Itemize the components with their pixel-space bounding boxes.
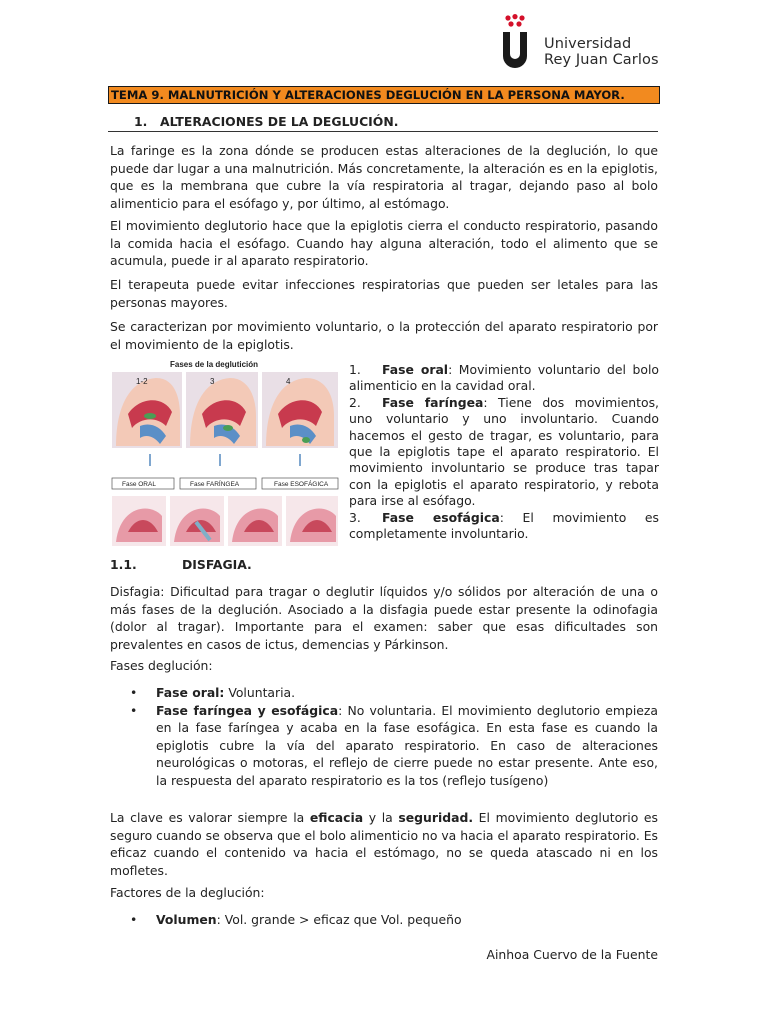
item-term: Fase oral [382, 362, 449, 377]
item-number: 1. [349, 362, 361, 377]
swallowing-phases-figure [110, 356, 340, 548]
list-item [130, 911, 658, 929]
document-title: TEMA 9. MALNUTRICIÓN Y ALTERACIONES DEGLUCIÓN EN LA PERSONA MAYOR. [108, 86, 660, 104]
item-text: : Vol. grande > eficaz que Vol. pequeño [216, 912, 462, 927]
item-text: : El movimiento es completamente involuntario. [349, 509, 659, 542]
phase-box-faringea: Fase FARÍNGEA [190, 481, 240, 488]
item-term: Fase faríngea [382, 394, 484, 410]
figure-title: Fases de la deglutición [170, 360, 259, 369]
urjc-logo-icon [500, 14, 530, 70]
item-text: : Tiene dos movimientos, uno voluntario y uno involuntario. Cuando hacemos el gesto de tragar, es voluntario, para que la epiglotis tape el aparato respiratorio. El movimiento involuntario se produce tras tapar con la epiglotis el aparato respiratorio, y rebota para irse al esófago. [349, 394, 659, 509]
bullet-icon: • [130, 702, 138, 718]
paragraph-caracterizan: Se caracterizan por movimiento voluntario, o la protección del aparato respiratorio por el movimiento de la epiglotis. [110, 319, 658, 352]
paragraph-terapeuta: El terapeuta puede evitar infecciones respiratorias que pueden ser letales para las personas mayores. [110, 277, 658, 310]
phase-box-esofagica: Fase ESOFÁGICA [274, 481, 329, 488]
logo-line-2: Rey Juan Carlos [544, 52, 659, 68]
clave-pre: La clave es valorar siempre la [110, 810, 310, 825]
fases-label: Fases deglución: [110, 658, 213, 673]
section-title: ALTERACIONES DE LA DEGLUCIÓN. [160, 114, 399, 129]
item-term: Fase faríngea y esofágica [156, 702, 339, 718]
stage-label-3: 4 [286, 377, 291, 386]
list-item [349, 395, 659, 510]
item-text: : No voluntaria. El movimiento deglutorio empieza en la fase faríngea y acaba en la fase esofágica. En esta fase es cuando la epiglotis cubre la vía del aparato respiratorio. En caso de alteraciones neurológicas o motoras, el reflejo de cierre puede no estar presente. Ante eso, la respuesta del aparato respiratorio es la tos (reflejo tusígeno) [156, 702, 658, 788]
stage-label-2: 3 [210, 377, 215, 386]
list-item [130, 684, 658, 702]
university-logo [500, 14, 660, 72]
item-term: Fase esofágica [382, 509, 500, 525]
item-term: Volumen [156, 912, 217, 927]
phases-list [349, 362, 659, 542]
bullet-icon: • [130, 685, 138, 700]
clave-eficacia: eficacia [309, 810, 364, 825]
paragraph-faringe: La faringe es la zona dónde se producen estas alteraciones de la deglución, lo que puede dar lugar a una malnutrición. Más concretamente, la alteración es en la epiglotis, que es la membrana que cubre la vía respiratoria al tragar, dejando paso al bolo alimenticio para el esófago y, por último, al estómago. [110, 143, 658, 211]
subsection-heading [110, 557, 252, 572]
section-heading [108, 114, 658, 132]
list-item [130, 702, 658, 790]
stage-panel-3 [262, 372, 338, 448]
stage-panel-2 [186, 372, 258, 448]
item-number: 3. [349, 509, 361, 525]
factores-label: Factores de la deglución: [110, 885, 265, 900]
factores-bullets [130, 911, 658, 929]
clave-seguridad: seguridad. [398, 810, 474, 825]
item-term: Fase oral: [156, 685, 225, 700]
section-number: 1. [134, 114, 148, 129]
logo-line-1: Universidad [544, 36, 632, 52]
stage-label-1: 1-2 [136, 377, 148, 386]
item-number: 2. [349, 394, 361, 410]
item-text: Voluntaria. [224, 685, 296, 700]
list-item [349, 510, 659, 543]
bullet-icon: • [130, 912, 138, 927]
paragraph-clave [110, 809, 658, 879]
subsection-number: 1.1. [110, 557, 137, 572]
author-footer: Ainhoa Cuervo de la Fuente [486, 947, 658, 962]
paragraph-movimiento: El movimiento deglutorio hace que la epiglotis cierra el conducto respiratorio, pasando la comida hacia el esófago. Cuando hay alguna alteración, todo el alimento que se acumula, puede ir al aparato respiratorio. [110, 218, 658, 269]
fases-bullets [130, 684, 658, 790]
phase-box-oral: Fase ORAL [122, 481, 156, 488]
clave-mid: y la [363, 810, 399, 825]
clave-post: El movimiento deglutorio es seguro cuando se observa que el bolo alimenticio no va hacia el aparato respiratorio. Es eficaz cuando el contenido va hacia el estómago, no se queda atascado ni en los mofletes. [110, 810, 658, 878]
logo-text [544, 36, 659, 68]
paragraph-disfagia: Disfagia: Dificultad para tragar o deglutir líquidos y/o sólidos por alteración de una o más fases de la deglución. Asociado a la disfagia puede estar presente la odinofagia (dolor al tragar). Importante para el examen: saber que esas dificultades son prevalentes en casos de ictus, demencias y Párkinson. [110, 584, 658, 652]
subsection-title: DISFAGIA. [182, 557, 252, 572]
item-text: : Movimiento voluntario del bolo alimenticio en la cavidad oral. [349, 362, 659, 394]
list-item [349, 362, 659, 395]
